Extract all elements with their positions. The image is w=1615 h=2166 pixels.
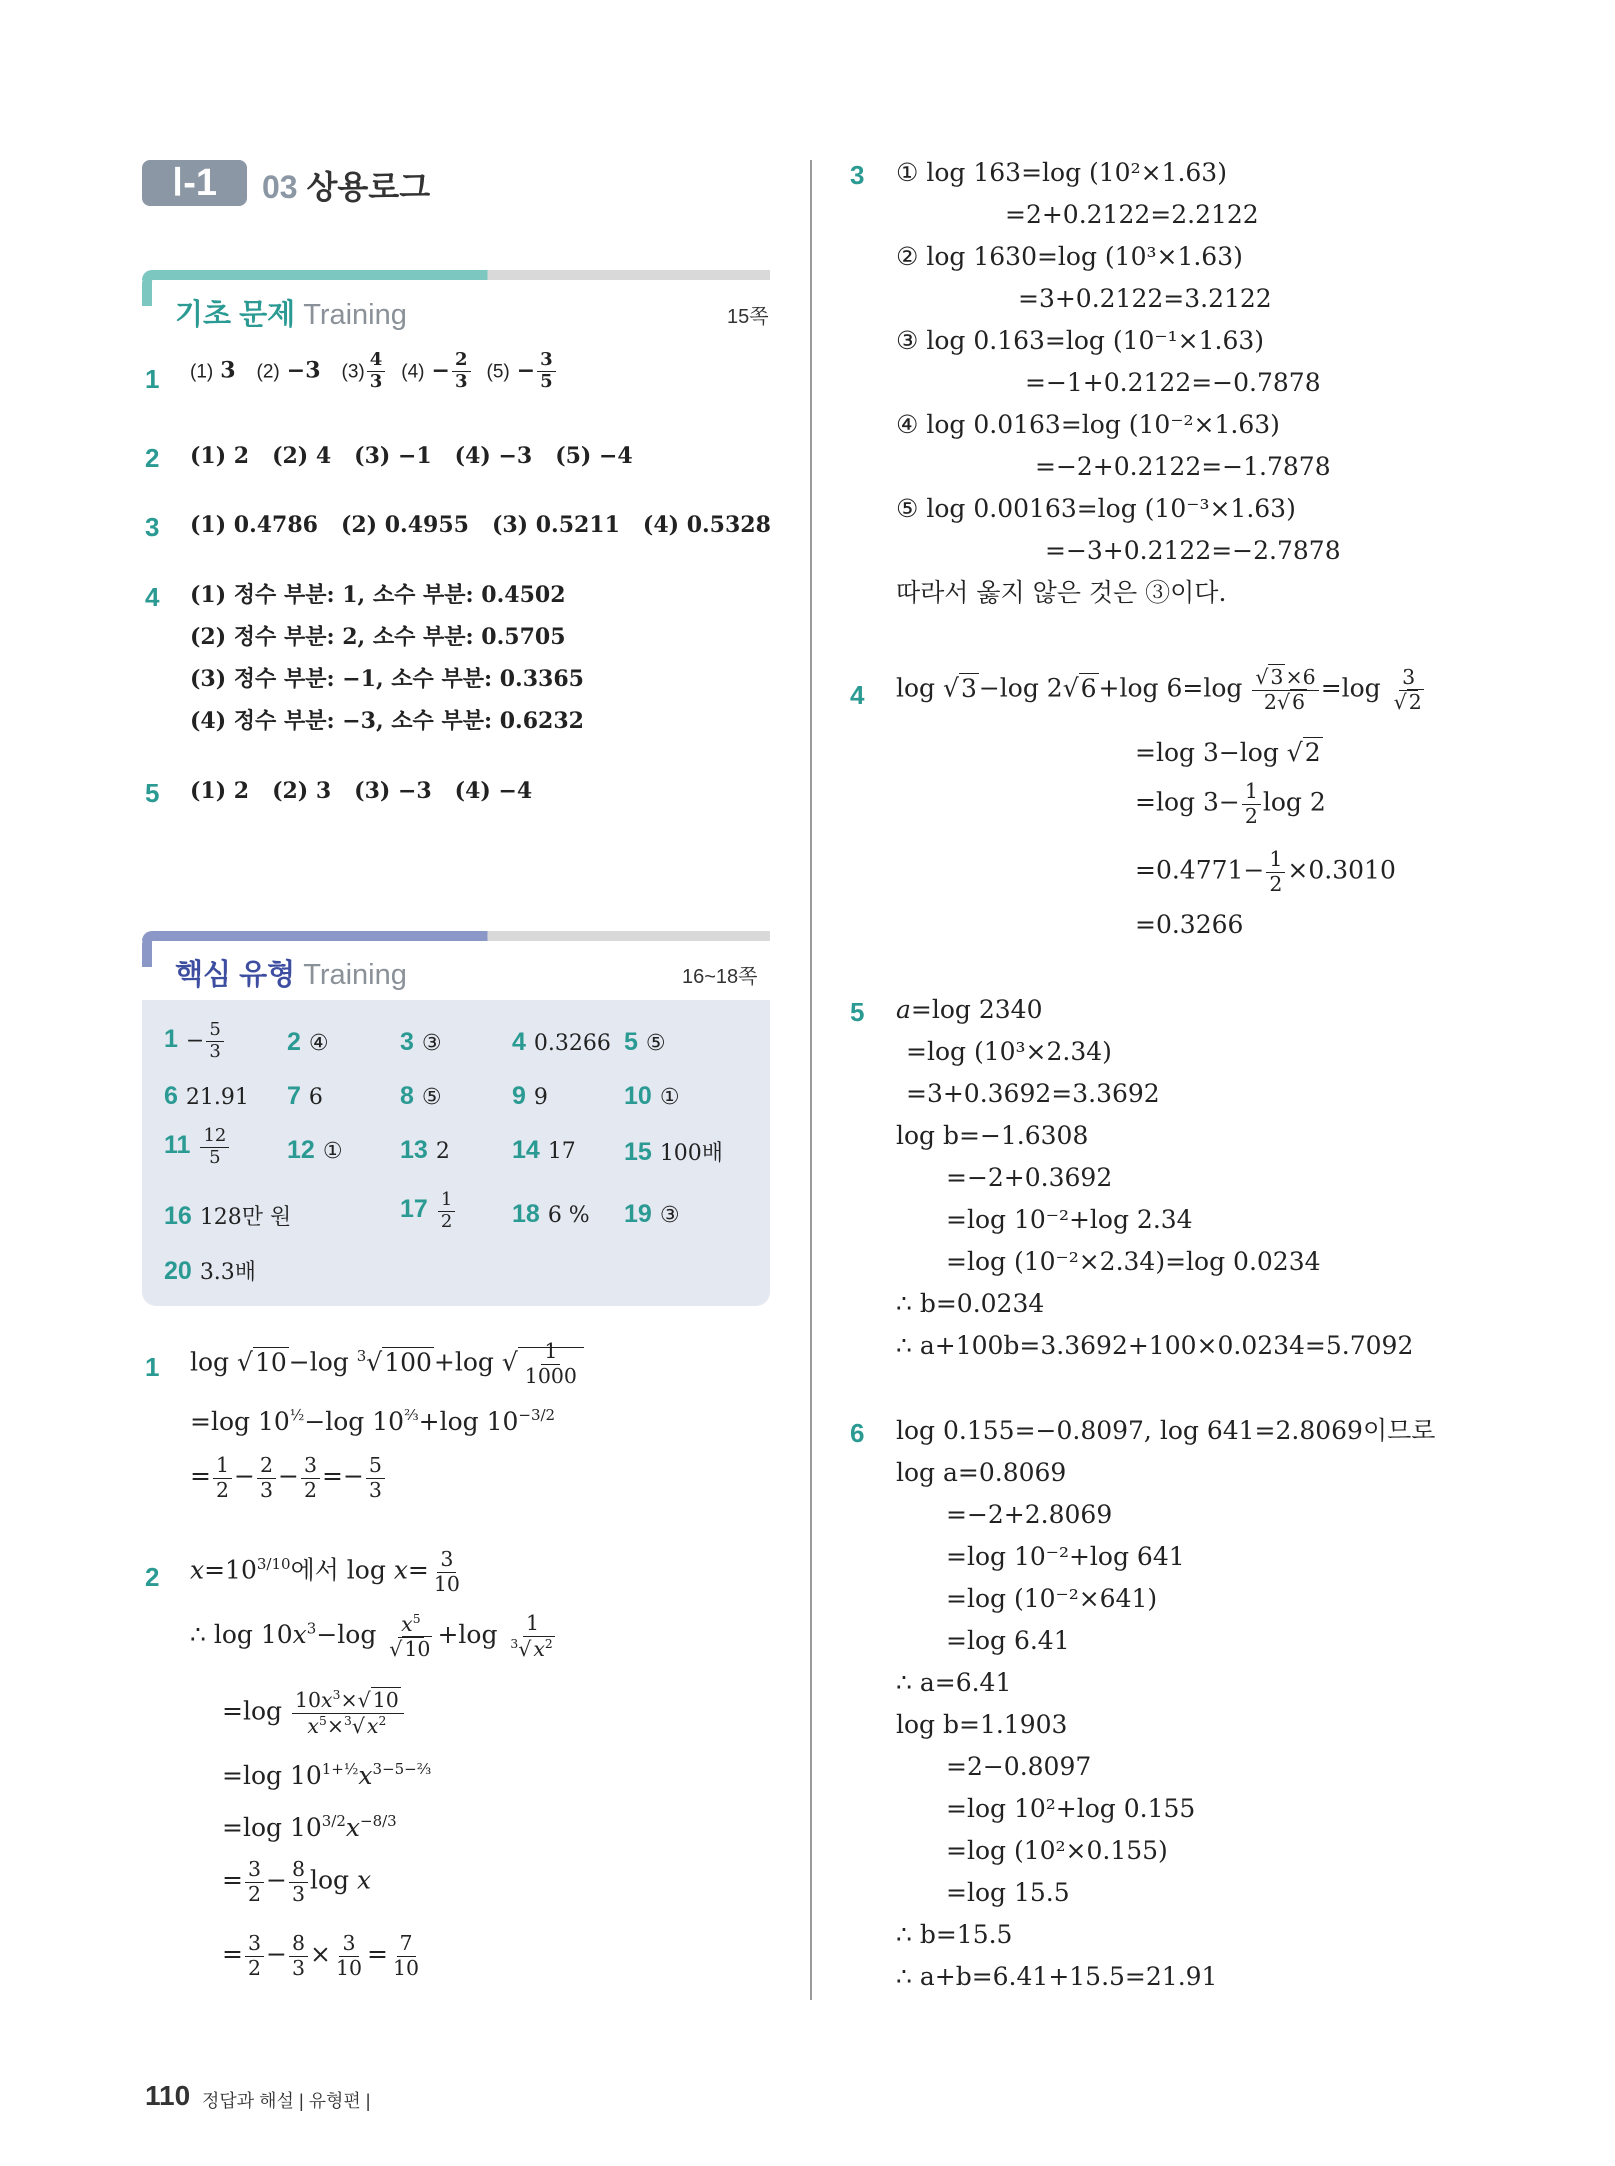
solution-number: 6: [850, 1418, 865, 1448]
solution-line: =−2+0.2122=−1.7878: [1035, 452, 1331, 481]
solution-line: =log 15.5: [946, 1878, 1070, 1907]
answer: (4) −4: [454, 778, 533, 804]
solution-line: =log $10^{1+\frac{1}{2}}x^{3-5-\frac{2}{3}}$: [222, 1760, 432, 1790]
section-bar-core: [142, 931, 770, 941]
solution-line: a=log 2340: [896, 995, 1043, 1024]
solution-number: 1: [145, 1352, 160, 1382]
solution-line: = $\frac{3}{2}$ − $\frac{8}{3}$ log x: [222, 1857, 372, 1906]
q5-answers: [190, 780, 532, 802]
solution-line: =log $10^{\frac{1}{2}}-\log$ $10^{\frac{2}{3}}+\log$ $10^{-3/2}$: [190, 1406, 556, 1436]
grid-answer: 5 ⑤: [624, 1028, 666, 1056]
chapter-badge: Ⅰ-1: [142, 160, 247, 206]
answer: (2) 4: [272, 443, 332, 469]
answer: (3) −3: [354, 778, 432, 804]
page-number: 110: [145, 2080, 191, 2111]
answer: (3) −1: [354, 443, 432, 469]
grid-answer: 15 100배: [624, 1138, 724, 1166]
solution-line: =0.3266: [1135, 910, 1244, 939]
solution-line: =−3+0.2122=−2.7878: [1045, 536, 1341, 565]
grid-answer: 3 ③: [400, 1028, 442, 1056]
solution-line: 따라서 옳지 않은 것은 ③이다.: [896, 578, 1227, 607]
grid-answer: 4 0.3266: [512, 1028, 611, 1056]
answer: (1) 2: [190, 778, 250, 804]
section-page-ref: 16~18쪽: [682, 966, 758, 988]
question-number: 5: [145, 778, 160, 808]
solution-line: log a=0.8069: [896, 1458, 1067, 1487]
answer: (2) 3: [272, 778, 332, 804]
solution-line: log √10−log $^3$√100+log √ $\frac{1}{1000}$: [190, 1340, 584, 1388]
solution-line: =log (10²×0.155): [946, 1836, 1168, 1865]
solution-line: =−2+2.8069: [946, 1500, 1113, 1529]
grid-answer: 10 ①: [624, 1082, 680, 1110]
question-number: 4: [145, 582, 160, 612]
solution-line: = $\frac{3}{2}$ − $\frac{8}{3}$ × $\frac{3}{10}$ = $\frac{7}{10}$: [222, 1931, 420, 1980]
answer-grid: [142, 1000, 770, 1306]
chapter-title: [262, 162, 430, 208]
q4-line: (4) 정수 부분: −3, 소수 부분: 0.6232: [190, 708, 584, 734]
solution-line: log b=−1.6308: [896, 1121, 1089, 1150]
answer: (2) 0.4955: [340, 512, 469, 538]
grid-answer: 16 128만 원: [164, 1202, 292, 1230]
section-title-en: Training: [303, 959, 407, 991]
grid-answer: 14 17: [512, 1136, 576, 1164]
solution-number: 5: [850, 997, 865, 1027]
question-number: 1: [145, 364, 160, 394]
solution-line: =log (10⁻²×2.34)=log 0.0234: [946, 1247, 1321, 1276]
solution-line: =log 6.41: [946, 1626, 1070, 1655]
section-title-en: Training: [303, 299, 407, 331]
answer: (1) 2: [190, 443, 250, 469]
question-number: 2: [145, 443, 160, 473]
solution-line: log b=1.1903: [896, 1710, 1068, 1739]
section-title-ko: 기초 문제: [175, 299, 296, 331]
answer: (4) −3: [454, 443, 533, 469]
solution-number: 4: [850, 680, 865, 710]
q4-line: (1) 정수 부분: 1, 소수 부분: 0.4502: [190, 582, 566, 608]
question-number: 3: [145, 512, 160, 542]
solution-line: =−2+0.3692: [946, 1163, 1113, 1192]
solution-number: 2: [145, 1562, 160, 1592]
grid-answer: 7 6: [287, 1082, 323, 1110]
chapter-number: 03: [262, 169, 298, 205]
solution-line: =log (10⁻²×641): [946, 1584, 1158, 1613]
solution-line: =2+0.2122=2.2122: [1005, 200, 1259, 229]
solution-line: ∴ b=15.5: [896, 1920, 1013, 1949]
section-tab-edge: [142, 270, 162, 306]
solution-line: =0.4771− $\frac{1}{2}$ ×0.3010: [1135, 847, 1396, 896]
solution-line: ∴ $\log 10x^3-\log$ $\frac{x^5}{√10}$ +log $\frac{1}{^3√x^2}$: [190, 1611, 553, 1661]
footer-text: 정답과 해설 | 유형편 |: [202, 2091, 371, 2111]
solution-line: ∴ b=0.0234: [896, 1289, 1045, 1318]
section-title-core: [175, 952, 407, 993]
solution-line: log 0.155=−0.8097, log 641=2.8069이므로: [896, 1416, 1436, 1445]
grid-answer: 2 ④: [287, 1028, 329, 1056]
solution-line: =log 3− $\frac{1}{2}$ log 2: [1135, 779, 1326, 828]
grid-answer: 13 2: [400, 1136, 450, 1164]
q3-answers: [190, 514, 771, 536]
solution-line: ∴ a+b=6.41+15.5=21.91: [896, 1962, 1218, 1991]
section-bar-basic: [142, 270, 770, 280]
solution-line: = $\frac{1}{2}$ − $\frac{2}{3}$ − $\frac{3}{2}$ =− $\frac{5}{3}$: [190, 1454, 387, 1502]
column-divider: [810, 160, 812, 2000]
solution-line: =2−0.8097: [946, 1752, 1092, 1781]
solution-line: =3+0.2122=3.2122: [1018, 284, 1272, 313]
answer: (5) −4: [555, 443, 633, 469]
grid-answer: 17 $\frac{1}{2}$: [400, 1190, 457, 1233]
solution-line: $x=10^{3/10}$에서 log x= $\frac{3}{10}$: [190, 1547, 460, 1596]
solution-line: ④ log 0.0163=log (10⁻²×1.63): [896, 410, 1280, 439]
chapter-name: 상용로그: [306, 169, 431, 205]
solution-line: ∴ a+100b=3.3692+100×0.0234=5.7092: [896, 1331, 1414, 1360]
section-page-ref: 15쪽: [727, 306, 769, 328]
answer: (3) 0.5211: [491, 512, 620, 538]
solution-line: =log 10²+log 0.155: [946, 1794, 1196, 1823]
grid-answer: 1 − $\frac{5}{3}$: [164, 1020, 226, 1063]
answer: (1) 0.4786: [190, 512, 318, 538]
q1-answers: (1) 3 (2) −3 (3) $\frac{4}{3}$ (4) − $\frac{2}{3}$ (5) − $\frac{3}{5}$: [190, 350, 558, 393]
solution-line: =log $10^{3/2}x^{-8/3}$: [222, 1812, 397, 1842]
solution-line: =log 10⁻²+log 2.34: [946, 1205, 1193, 1234]
grid-answer: 8 ⑤: [400, 1082, 442, 1110]
grid-answer: 19 ③: [624, 1200, 680, 1228]
answer: (4) 0.5328: [642, 512, 771, 538]
section-tab-edge: [142, 931, 162, 967]
grid-answer: 11 $\frac{12}{5}$: [164, 1126, 231, 1169]
grid-answer: 12 ①: [287, 1136, 343, 1164]
q4-line: (2) 정수 부분: 2, 소수 부분: 0.5705: [190, 624, 566, 650]
solution-line: =log (10³×2.34): [906, 1037, 1112, 1066]
solution-line: =3+0.3692=3.3692: [906, 1079, 1160, 1108]
solution-line: =−1+0.2122=−0.7878: [1025, 368, 1321, 397]
solution-line: =log 3−log √2: [1135, 738, 1321, 767]
solution-line: log √3−log 2√6+log 6=log $\frac{√3\times 6}{2√6}$ =log $\frac{3}{√2}$: [896, 665, 1422, 714]
solution-number: 3: [850, 160, 865, 190]
solution-line: ⑤ log 0.00163=log (10⁻³×1.63): [896, 494, 1296, 523]
q2-answers: [190, 445, 633, 467]
grid-answer: 20 3.3배: [164, 1257, 257, 1285]
section-title-ko: 핵심 유형: [175, 959, 296, 991]
solution-line: ∴ a=6.41: [896, 1668, 1012, 1697]
grid-answer: 9 9: [512, 1082, 548, 1110]
solution-line: =log $\frac{10x^3\times√10}{x^5\times^3√x^2}$: [222, 1688, 406, 1738]
grid-answer: 18 6 %: [512, 1200, 590, 1228]
solution-line: ① log 163=log (10²×1.63): [896, 158, 1227, 187]
q4-line: (3) 정수 부분: −1, 소수 부분: 0.3365: [190, 666, 584, 692]
section-title-basic: [175, 292, 407, 333]
grid-answer: 6 21.91: [164, 1082, 249, 1110]
solution-line: =log 10⁻²+log 641: [946, 1542, 1185, 1571]
solution-line: ② log 1630=log (10³×1.63): [896, 242, 1243, 271]
solution-line: ③ log 0.163=log (10⁻¹×1.63): [896, 326, 1265, 355]
